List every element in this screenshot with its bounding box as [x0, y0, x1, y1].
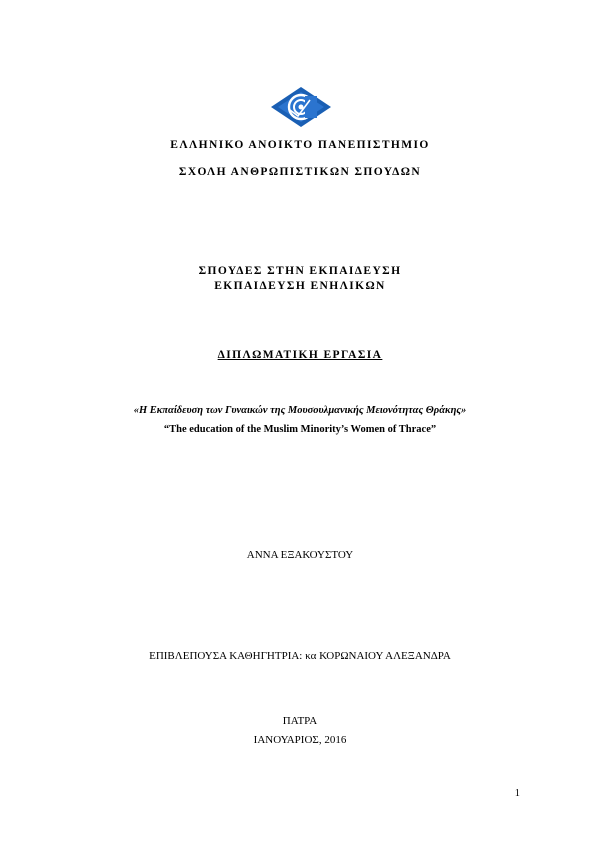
- page-number: 1: [514, 788, 520, 799]
- author-name: ΑΝΝΑ ΕΞΑΚΟΥΣΤΟΥ: [246, 549, 354, 561]
- university-logo-icon: [270, 86, 332, 128]
- school-name: ΣΧΟΛΗ ΑΝΘΡΩΠΙΣΤΙΚΩΝ ΣΠΟΥΔΩΝ: [178, 166, 422, 178]
- program-name: ΣΠΟΥΔΕΣ ΣΤΗΝ ΕΚΠΑΙΔΕΥΣΗ: [198, 265, 402, 277]
- thesis-title-english: “The education of the Muslim Minority’s Women of Thrace”: [163, 424, 437, 435]
- submission-date: ΙΑΝΟΥΑΡΙΟΣ, 2016: [253, 734, 347, 746]
- thesis-type-heading: ΔΙΠΛΩΜΑΤΙΚΗ ΕΡΓΑΣΙΑ: [217, 349, 383, 361]
- program-specialization: ΕΚΠΑΙΔΕΥΣΗ ΕΝΗΛΙΚΩΝ: [214, 280, 386, 292]
- thesis-title-greek: «Η Εκπαίδευση των Γυναικών της Μουσουλμανικής Μειονότητας Θράκης»: [133, 405, 467, 416]
- university-name: ΕΛΛΗΝΙΚΟ ΑΝΟΙΚΤΟ ΠΑΝΕΠΙΣΤΗΜΙΟ: [170, 139, 430, 151]
- city: ΠΑΤΡΑ: [282, 715, 318, 727]
- supervisor-line: ΕΠΙΒΛΕΠΟΥΣΑ ΚΑΘΗΓΗΤΡΙΑ: κα ΚΟΡΩΝΑΙΟΥ ΑΛΕΞΑΝΔΡΑ: [149, 650, 451, 662]
